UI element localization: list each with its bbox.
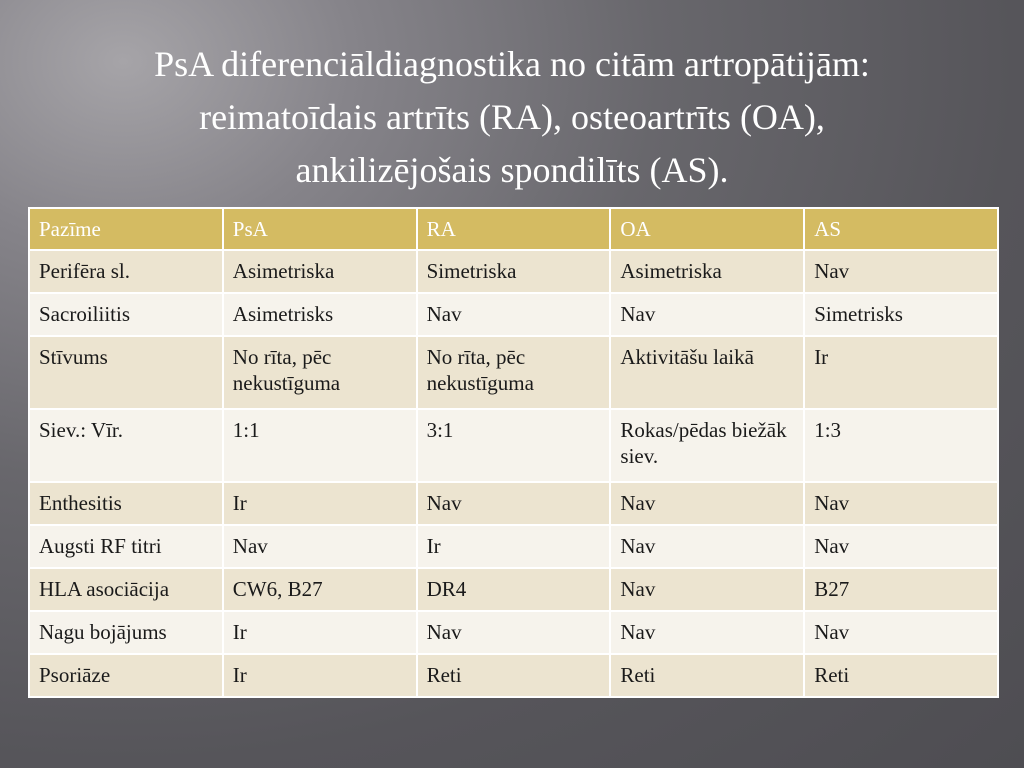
table-cell: Reti bbox=[610, 654, 804, 697]
table-cell: HLA asociācija bbox=[29, 568, 223, 611]
table-cell: Nav bbox=[804, 482, 998, 525]
table-cell: Ir bbox=[223, 654, 417, 697]
table-cell: Ir bbox=[417, 525, 611, 568]
header-psa: PsA bbox=[223, 208, 417, 250]
table-cell: Perifēra sl. bbox=[29, 250, 223, 293]
header-oa: OA bbox=[610, 208, 804, 250]
table-cell: Augsti RF titri bbox=[29, 525, 223, 568]
table-cell: Nav bbox=[610, 525, 804, 568]
table-cell: DR4 bbox=[417, 568, 611, 611]
table-cell: Sacroiliitis bbox=[29, 293, 223, 336]
table-cell: No rīta, pēc nekustīguma bbox=[417, 336, 611, 409]
table-cell: Psoriāze bbox=[29, 654, 223, 697]
slide-title-line-2: reimatoīdais artrīts (RA), osteoartrīts (OA), bbox=[199, 97, 825, 137]
table-cell: No rīta, pēc nekustīguma bbox=[223, 336, 417, 409]
table-cell: Nav bbox=[417, 611, 611, 654]
table-row bbox=[29, 409, 998, 482]
table-cell: Ir bbox=[804, 336, 998, 409]
table-cell: B27 bbox=[804, 568, 998, 611]
header-feature: Pazīme bbox=[29, 208, 223, 250]
table-cell: Nav bbox=[610, 293, 804, 336]
table-header-row bbox=[29, 208, 998, 250]
table-cell: 1:1 bbox=[223, 409, 417, 482]
table-cell: Simetriska bbox=[417, 250, 611, 293]
table-cell: Nav bbox=[804, 525, 998, 568]
table-cell: Nav bbox=[610, 568, 804, 611]
slide-title-line-1: PsA diferenciāldiagnostika no citām artropātijām: bbox=[154, 44, 870, 84]
table-cell: Nav bbox=[804, 611, 998, 654]
table-cell: Nav bbox=[804, 250, 998, 293]
table-cell: Enthesitis bbox=[29, 482, 223, 525]
table-cell: 3:1 bbox=[417, 409, 611, 482]
table-row bbox=[29, 611, 998, 654]
table-cell: Rokas/pēdas biežāk siev. bbox=[610, 409, 804, 482]
table-cell: Nav bbox=[610, 482, 804, 525]
header-as: AS bbox=[804, 208, 998, 250]
table-row bbox=[29, 336, 998, 409]
table-cell: Reti bbox=[804, 654, 998, 697]
table-row bbox=[29, 482, 998, 525]
header-ra: RA bbox=[417, 208, 611, 250]
table-row bbox=[29, 525, 998, 568]
table-cell: Asimetriska bbox=[223, 250, 417, 293]
table-cell: Ir bbox=[223, 611, 417, 654]
slide-title-line-3: ankilizējošais spondilīts (AS). bbox=[295, 150, 729, 190]
table-cell: Nav bbox=[610, 611, 804, 654]
table-cell: CW6, B27 bbox=[223, 568, 417, 611]
table-row bbox=[29, 654, 998, 697]
table-cell: Asimetrisks bbox=[223, 293, 417, 336]
table-cell: Nagu bojājums bbox=[29, 611, 223, 654]
table-cell: Nav bbox=[223, 525, 417, 568]
table-cell: Stīvums bbox=[29, 336, 223, 409]
table-cell: 1:3 bbox=[804, 409, 998, 482]
comparison-table bbox=[28, 207, 999, 698]
slide-title bbox=[40, 38, 984, 197]
table-cell: Siev.: Vīr. bbox=[29, 409, 223, 482]
table-row bbox=[29, 293, 998, 336]
table-cell: Aktivitāšu laikā bbox=[610, 336, 804, 409]
table-cell: Ir bbox=[223, 482, 417, 525]
table-cell: Simetrisks bbox=[804, 293, 998, 336]
table-cell: Asimetriska bbox=[610, 250, 804, 293]
table-row bbox=[29, 250, 998, 293]
table-cell: Reti bbox=[417, 654, 611, 697]
table-cell: Nav bbox=[417, 482, 611, 525]
table-row bbox=[29, 568, 998, 611]
table-cell: Nav bbox=[417, 293, 611, 336]
